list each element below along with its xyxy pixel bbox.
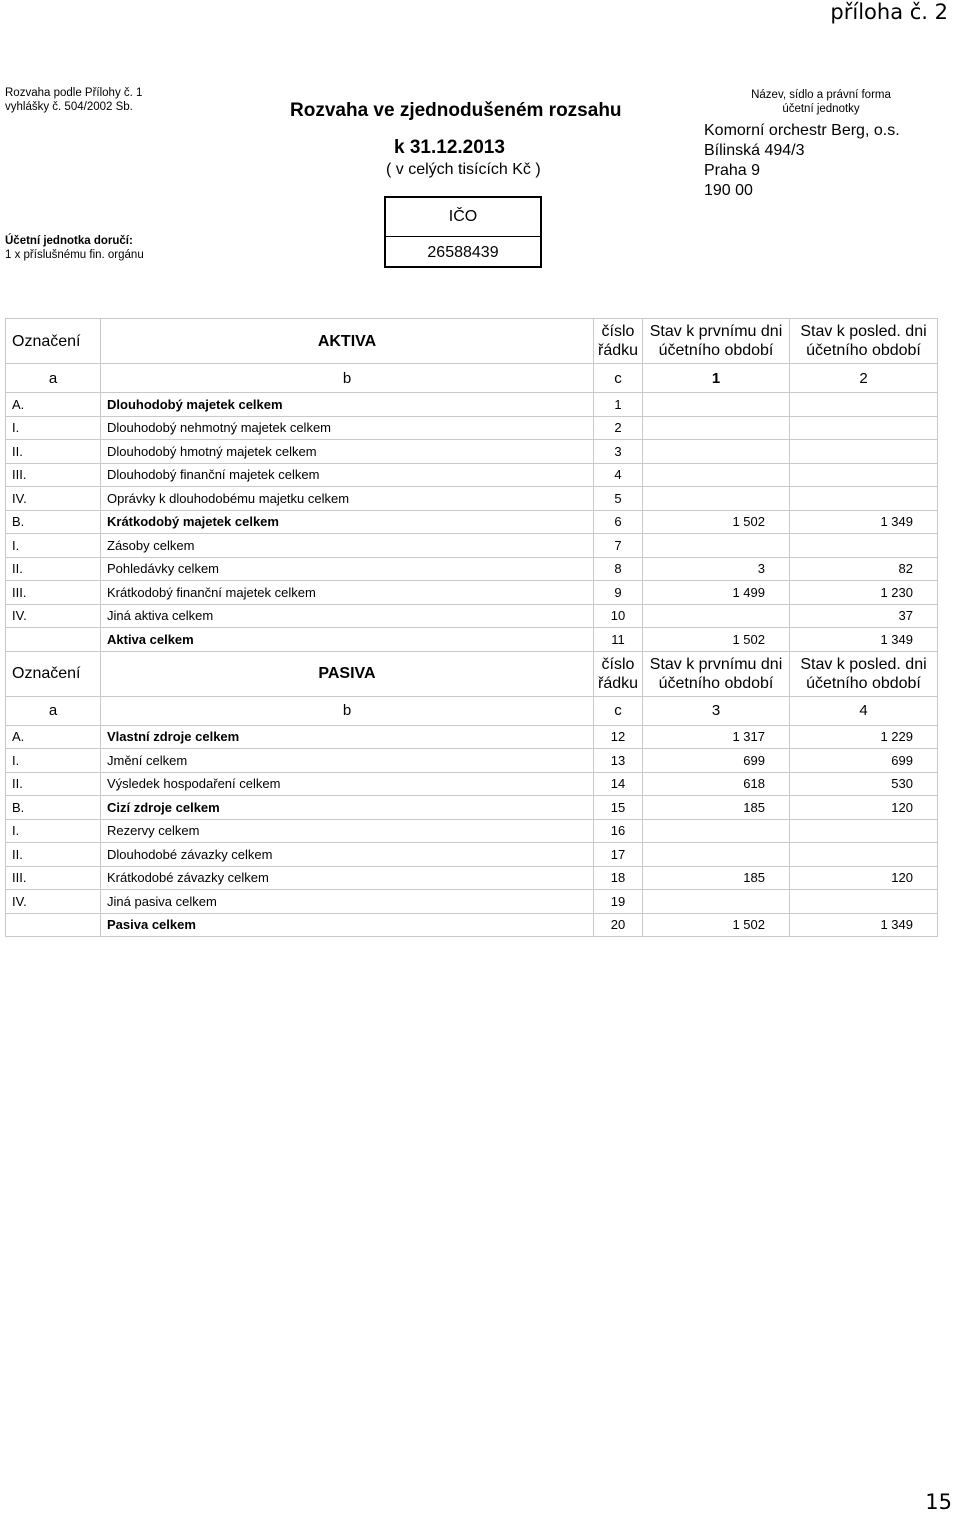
table-row (6, 581, 938, 605)
last-day-header (790, 319, 938, 364)
row-number: 11 (594, 628, 643, 652)
row-label: Krátkodobý majetek celkem (101, 510, 594, 534)
row-number: 5 (594, 487, 643, 511)
row-number: 1 (594, 393, 643, 417)
last-day-value (790, 440, 938, 464)
column-letter: a (6, 696, 101, 725)
annex-label: příloha č. 2 (830, 0, 948, 24)
ico-divider (386, 236, 540, 237)
table-row (6, 772, 938, 796)
row-number-header-line: řádku (597, 342, 639, 359)
legal-reference (5, 86, 142, 114)
last-day-header (790, 651, 938, 696)
entity-postcode: 190 00 (704, 182, 753, 199)
delivery-label: Účetní jednotka doručí: (5, 235, 133, 247)
entity-label-line: Název, sídlo a právní forma (751, 89, 891, 101)
last-day-value: 1 229 (790, 725, 938, 749)
row-label: Zásoby celkem (101, 534, 594, 558)
table-row (6, 440, 938, 464)
row-label: Jiná aktiva celkem (101, 604, 594, 628)
entity-label-line: účetní jednotky (782, 103, 860, 115)
legal-reference-line: vyhlášky č. 504/2002 Sb. (5, 101, 133, 113)
row-mark: IV. (6, 604, 101, 628)
row-label: Krátkodobý finanční majetek celkem (101, 581, 594, 605)
first-day-value (643, 463, 790, 487)
last-day-value: 120 (790, 796, 938, 820)
entity-details (704, 121, 900, 201)
last-day-value (790, 416, 938, 440)
last-day-value: 699 (790, 749, 938, 773)
page-number: 15 (925, 1490, 952, 1514)
table-row (6, 534, 938, 558)
row-number: 4 (594, 463, 643, 487)
ico-value: 26588439 (427, 244, 499, 261)
row-number: 18 (594, 866, 643, 890)
row-number-header-line: řádku (597, 674, 639, 692)
row-mark: II. (6, 843, 101, 867)
row-number: 12 (594, 725, 643, 749)
first-day-value: 699 (643, 749, 790, 773)
units-note: ( v celých tisících Kč ) (386, 161, 541, 178)
first-day-value (643, 393, 790, 417)
balance-date: k 31.12.2013 (394, 137, 505, 158)
last-day-header-line: účetního období (806, 342, 921, 359)
column-letter: c (594, 696, 643, 725)
delivery-value: 1 x příslušnému fin. orgánu (5, 249, 144, 261)
row-label: Aktiva celkem (101, 628, 594, 652)
entity-street: Bílinská 494/3 (704, 142, 805, 159)
column-letter: 4 (790, 696, 938, 725)
row-mark: I. (6, 416, 101, 440)
row-number: 2 (594, 416, 643, 440)
pasiva-section (6, 651, 938, 937)
last-day-value: 82 (790, 557, 938, 581)
table-row (6, 463, 938, 487)
first-day-header-line: Stav k prvnímu dni (649, 655, 783, 673)
first-day-header-line: účetního období (658, 342, 774, 359)
row-number: 16 (594, 819, 643, 843)
table-row (6, 725, 938, 749)
row-mark: B. (6, 796, 101, 820)
row-mark: II. (6, 440, 101, 464)
row-label: Rezervy celkem (101, 819, 594, 843)
legal-reference-line: Rozvaha podle Přílohy č. 1 (5, 87, 143, 99)
aktiva-header-row (6, 319, 938, 364)
first-day-value: 1 502 (643, 628, 790, 652)
column-letter: 3 (643, 696, 790, 725)
first-day-value (643, 843, 790, 867)
last-day-value (790, 843, 938, 867)
table-row (6, 913, 938, 937)
first-day-value: 3 (643, 557, 790, 581)
table-row (6, 604, 938, 628)
row-number: 19 (594, 890, 643, 914)
row-label: Oprávky k dlouhodobému majetku celkem (101, 487, 594, 511)
table-row (6, 510, 938, 534)
ico-label: IČO (448, 208, 478, 225)
column-letter: b (101, 364, 594, 393)
table-row (6, 557, 938, 581)
row-label: Dlouhodobé závazky celkem (101, 843, 594, 867)
row-mark: I. (6, 749, 101, 773)
row-label: Dlouhodobý hmotný majetek celkem (101, 440, 594, 464)
last-day-value: 1 349 (790, 913, 938, 937)
table-row (6, 393, 938, 417)
row-number-header (594, 651, 643, 696)
last-day-value: 1 349 (790, 510, 938, 534)
table-row (6, 487, 938, 511)
row-label: Jiná pasiva celkem (101, 890, 594, 914)
last-day-value: 1 349 (790, 628, 938, 652)
first-day-header (643, 319, 790, 364)
row-number: 10 (594, 604, 643, 628)
page-title: Rozvaha ve zjednodušeném rozsahu (290, 100, 622, 121)
table-row (6, 796, 938, 820)
table-row (6, 819, 938, 843)
table-row (6, 628, 938, 652)
aktiva-section (6, 319, 938, 652)
row-number: 15 (594, 796, 643, 820)
table-row (6, 749, 938, 773)
last-day-value: 1 230 (790, 581, 938, 605)
row-number-header-line: číslo (601, 323, 635, 340)
ico-box (384, 196, 542, 268)
last-day-value (790, 487, 938, 511)
last-day-value: 120 (790, 866, 938, 890)
row-number-header (594, 319, 643, 364)
delivery-note (5, 234, 144, 262)
pasiva-header-row (6, 651, 938, 696)
column-letter: 1 (643, 364, 790, 393)
designation-header: Označení (6, 319, 101, 364)
first-day-value: 1 502 (643, 913, 790, 937)
designation-header: Označení (6, 651, 101, 696)
row-mark: III. (6, 581, 101, 605)
first-day-value: 185 (643, 796, 790, 820)
row-label: Výsledek hospodaření celkem (101, 772, 594, 796)
row-mark: I. (6, 819, 101, 843)
first-day-value (643, 416, 790, 440)
last-day-header-line: Stav k posled. dni (800, 323, 927, 340)
row-mark: II. (6, 772, 101, 796)
first-day-value (643, 534, 790, 558)
table-row (6, 866, 938, 890)
row-number: 13 (594, 749, 643, 773)
pasiva-title: PASIVA (101, 651, 594, 696)
last-day-value (790, 890, 938, 914)
last-day-value (790, 819, 938, 843)
last-day-header-line: účetního období (806, 674, 921, 692)
row-label: Cizí zdroje celkem (101, 796, 594, 820)
row-mark: B. (6, 510, 101, 534)
row-number: 7 (594, 534, 643, 558)
entity-label (740, 88, 902, 116)
row-mark: III. (6, 463, 101, 487)
first-day-value: 1 317 (643, 725, 790, 749)
pasiva-column-letters (6, 696, 938, 725)
row-label: Dlouhodobý nehmotný majetek celkem (101, 416, 594, 440)
row-number-header-line: číslo (601, 655, 635, 673)
aktiva-column-letters (6, 364, 938, 393)
first-day-value: 618 (643, 772, 790, 796)
row-label: Krátkodobé závazky celkem (101, 866, 594, 890)
last-day-header-line: Stav k posled. dni (800, 655, 927, 673)
row-number: 14 (594, 772, 643, 796)
first-day-value: 185 (643, 866, 790, 890)
row-label: Pohledávky celkem (101, 557, 594, 581)
first-day-header-line: účetního období (658, 674, 774, 692)
row-mark: IV. (6, 890, 101, 914)
row-number: 8 (594, 557, 643, 581)
entity-name: Komorní orchestr Berg, o.s. (704, 122, 900, 139)
row-mark: I. (6, 534, 101, 558)
row-number: 17 (594, 843, 643, 867)
last-day-value (790, 534, 938, 558)
table-row (6, 843, 938, 867)
first-day-value (643, 819, 790, 843)
row-label: Pasiva celkem (101, 913, 594, 937)
row-number: 20 (594, 913, 643, 937)
row-mark (6, 628, 101, 652)
column-letter: b (101, 696, 594, 725)
row-mark: A. (6, 393, 101, 417)
first-day-value (643, 440, 790, 464)
first-day-value (643, 890, 790, 914)
balance-sheet-table (5, 318, 938, 937)
column-letter: 2 (790, 364, 938, 393)
first-day-value: 1 502 (643, 510, 790, 534)
column-letter: a (6, 364, 101, 393)
table-row (6, 890, 938, 914)
entity-city: Praha 9 (704, 162, 761, 179)
row-mark: IV. (6, 487, 101, 511)
last-day-value: 530 (790, 772, 938, 796)
row-label: Dlouhodobý majetek celkem (101, 393, 594, 417)
first-day-value: 1 499 (643, 581, 790, 605)
first-day-header (643, 651, 790, 696)
row-number: 6 (594, 510, 643, 534)
row-mark: A. (6, 725, 101, 749)
row-label: Dlouhodobý finanční majetek celkem (101, 463, 594, 487)
row-mark (6, 913, 101, 937)
row-mark: III. (6, 866, 101, 890)
row-label: Jmění celkem (101, 749, 594, 773)
column-letter: c (594, 364, 643, 393)
row-label: Vlastní zdroje celkem (101, 725, 594, 749)
row-number: 9 (594, 581, 643, 605)
aktiva-title: AKTIVA (101, 319, 594, 364)
row-number: 3 (594, 440, 643, 464)
last-day-value: 37 (790, 604, 938, 628)
row-mark: II. (6, 557, 101, 581)
first-day-value (643, 487, 790, 511)
first-day-header-line: Stav k prvnímu dni (649, 323, 783, 340)
table-row (6, 416, 938, 440)
first-day-value (643, 604, 790, 628)
last-day-value (790, 393, 938, 417)
last-day-value (790, 463, 938, 487)
